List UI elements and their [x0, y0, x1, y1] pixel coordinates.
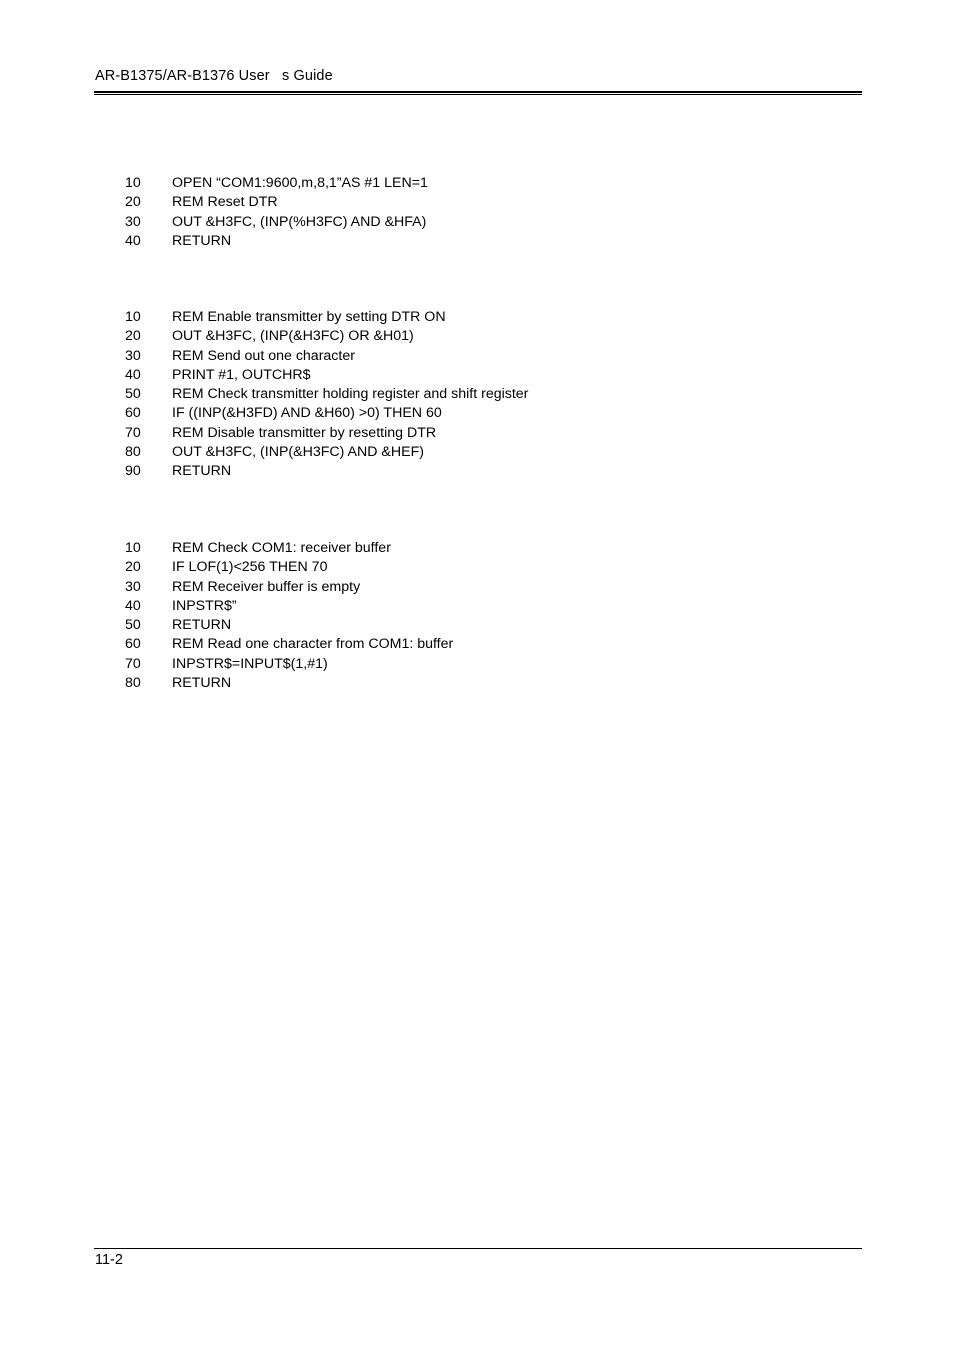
- line-number: 10: [125, 309, 141, 325]
- code-statement: OUT &H3FC, (INP(&H3FC) AND &HEF): [172, 444, 424, 461]
- code-statement: REM Check COM1: receiver buffer: [172, 540, 391, 556]
- code-statement: RETURN: [172, 675, 232, 692]
- line-number: 70: [125, 424, 141, 441]
- code-statement: REM Enable transmitter by setting DTR ON: [172, 309, 446, 325]
- code-statement: REM Disable transmitter by resetting DTR: [172, 424, 437, 441]
- line-number: 90: [125, 463, 141, 480]
- footer-divider: [94, 1248, 862, 1249]
- code-statement: RETURN: [172, 617, 232, 634]
- code-statement: PRINT #1, OUTCHR$: [172, 366, 311, 383]
- line-number: 60: [125, 636, 141, 653]
- line-number: 50: [125, 617, 141, 634]
- code-statement: IF ((INP(&H3FD) AND &H60) >0) THEN 60: [172, 405, 442, 422]
- page-number: 11-2: [95, 1252, 123, 1268]
- code-statement: OUT &H3FC, (INP(&H3FC) OR &H01): [172, 328, 414, 345]
- code-statement: INPSTR$”: [172, 597, 237, 614]
- code-statement: INPSTR$=INPUT$(1,#1): [172, 655, 328, 672]
- line-number: 30: [125, 578, 141, 595]
- running-header-title: AR-B1375/AR-B1376 User s Guide: [95, 68, 333, 84]
- code-statement: REM Receiver buffer is empty: [172, 578, 361, 595]
- line-number: 30: [125, 347, 141, 364]
- line-number: 40: [125, 232, 141, 249]
- line-number: 80: [125, 675, 141, 692]
- code-statement: REM Check transmitter holding register and shift register: [172, 386, 529, 403]
- code-statement: OUT &H3FC, (INP(%H3FC) AND &HFA): [172, 213, 427, 230]
- line-number: 10: [125, 540, 141, 556]
- code-statement: RETURN: [172, 232, 232, 249]
- line-number: 10: [125, 175, 141, 191]
- line-number: 40: [125, 366, 141, 383]
- code-statement: OPEN “COM1:9600,m,8,1”AS #1 LEN=1: [172, 175, 428, 191]
- header-divider-thin: [94, 94, 862, 95]
- line-number: 60: [125, 405, 141, 422]
- code-statement: REM Send out one character: [172, 347, 355, 364]
- line-number: 80: [125, 444, 141, 461]
- line-number: 70: [125, 655, 141, 672]
- line-number: 30: [125, 213, 141, 230]
- code-statement: RETURN: [172, 463, 232, 480]
- code-statement: REM Read one character from COM1: buffer: [172, 636, 454, 653]
- code-statement: REM Reset DTR: [172, 194, 278, 211]
- line-number: 40: [125, 597, 141, 614]
- line-number: 20: [125, 194, 141, 211]
- header-divider: [94, 91, 862, 93]
- line-number: 20: [125, 328, 141, 345]
- code-statement: IF LOF(1)<256 THEN 70: [172, 559, 328, 576]
- line-number: 50: [125, 386, 141, 403]
- line-number: 20: [125, 559, 141, 576]
